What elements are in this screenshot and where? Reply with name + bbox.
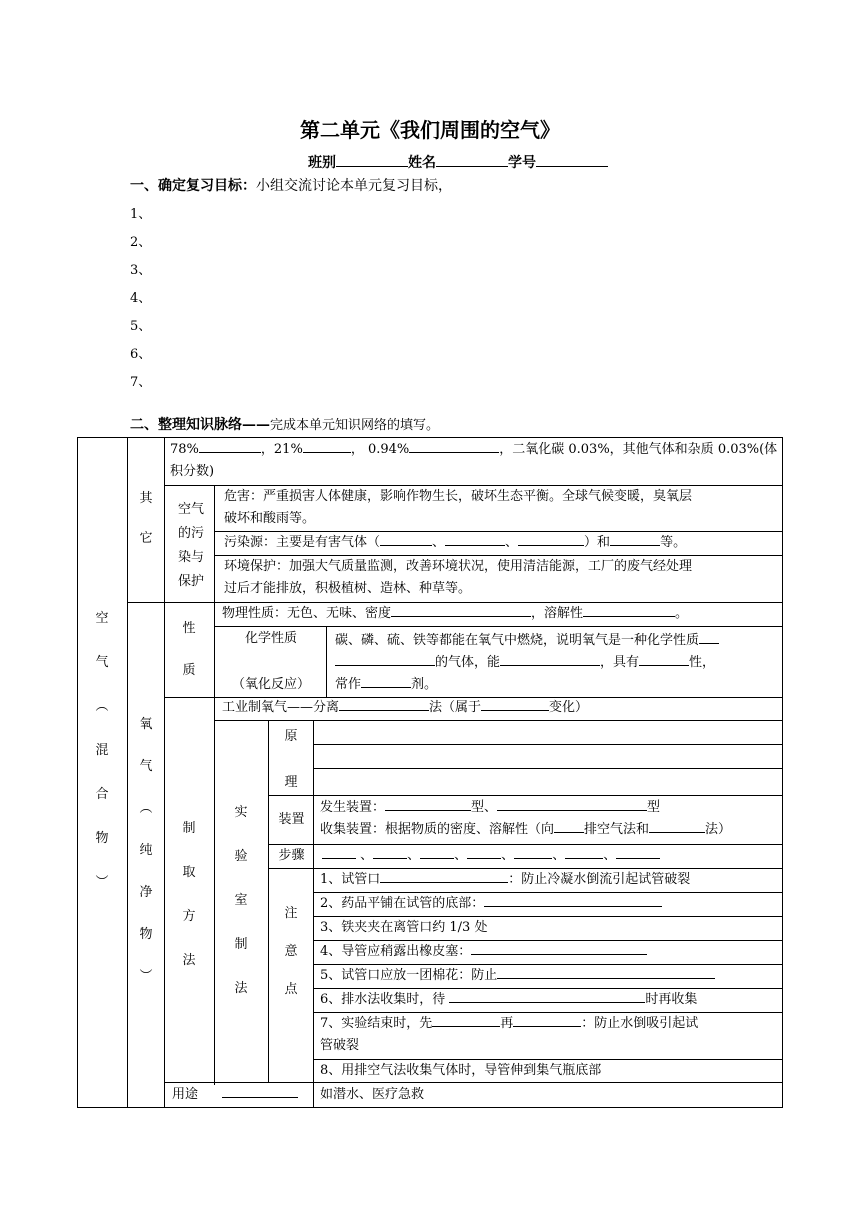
chemical-label-line: （氧化反应） (231, 677, 310, 692)
note-text: 7、实验结束时，先 (320, 1016, 433, 1031)
device-cell (320, 797, 780, 841)
blank-field[interactable] (322, 845, 356, 859)
goal-item: 1、 (130, 207, 152, 222)
page-title: 第二单元《我们周围的空气》 (300, 118, 560, 142)
col1-char: ︵ (95, 699, 109, 714)
blank-field[interactable] (222, 1084, 298, 1098)
comp-text: ， 0.94% (350, 442, 410, 457)
section2-heading (130, 414, 439, 434)
principle-label (281, 730, 301, 796)
table-border-top (77, 437, 783, 438)
others-char: 它 (139, 531, 153, 546)
note-text: 2、药品平铺在试管的底部： (320, 896, 485, 911)
notes-char: 点 (284, 982, 298, 997)
blank-field[interactable] (445, 532, 505, 546)
blank-field[interactable] (481, 697, 549, 711)
chemical-property-label (216, 628, 326, 696)
note-text: 1、试管口 (320, 872, 381, 887)
industrial-method-cell (222, 697, 778, 719)
note-text: 5、试管口应放一团棉花：防止 (320, 968, 498, 983)
note-text: 再 (500, 1016, 514, 1031)
col1-char: 混 (95, 743, 109, 758)
principle-char: 原 (284, 729, 298, 744)
blank-field[interactable] (303, 439, 351, 453)
section2-desc: 完成本单元知识网络的填写。 (270, 418, 440, 433)
chemical-text: 剂。 (411, 677, 438, 692)
blank-field[interactable] (449, 989, 645, 1003)
lab-char: 实 (234, 805, 248, 820)
lab-char: 法 (234, 981, 248, 996)
table-hline (214, 720, 783, 721)
blank-field[interactable] (500, 652, 600, 666)
pollution-label-line: 保护 (177, 574, 204, 589)
note-row (320, 989, 780, 1011)
table-hline (268, 795, 783, 796)
section2-title: 二、整理知识脉络—— (130, 417, 270, 433)
id-field[interactable] (536, 152, 608, 167)
blank-field[interactable] (409, 439, 499, 453)
lab-char: 验 (234, 849, 248, 864)
goal-item: 6、 (130, 347, 152, 362)
note-row (320, 869, 780, 891)
physical-text: ，溶解性 (531, 606, 584, 621)
table-vline (268, 720, 269, 1082)
table-vline (326, 626, 327, 697)
device-text: 法） (705, 822, 732, 837)
note-text: ：防止冷凝水倒流引起试管破裂 (508, 872, 691, 887)
table-vline (313, 720, 314, 1107)
chemical-text: 碳、磷、硫、铁等都能在氧气中燃烧，说明氧气是一种化学性质 (335, 633, 700, 648)
pollution-label-line: 的污 (177, 526, 204, 541)
comp-text: ，二氧化碳 0.03%，其他气体和杂质 0.03%(体 (499, 442, 778, 457)
usage-blank-cell (222, 1084, 308, 1106)
source-text: 、 (432, 535, 446, 550)
oxygen-pure-label (136, 718, 156, 1012)
class-field[interactable] (336, 152, 408, 167)
table-vline (214, 602, 215, 697)
industrial-text: 法（属于 (429, 700, 482, 715)
blank-field[interactable] (385, 797, 471, 811)
pollution-label-line: 空气 (177, 502, 204, 517)
student-info (308, 152, 608, 172)
source-text: 等。 (660, 535, 687, 550)
air-mixture-label (92, 612, 112, 920)
industrial-text: 工业制氧气——分离 (222, 700, 340, 715)
name-label: 姓名 (408, 155, 436, 171)
composition-cell (170, 439, 782, 483)
oxygen-char: 氧 (139, 717, 153, 732)
table-hline (313, 768, 783, 769)
blank-field[interactable] (616, 845, 660, 859)
col1-char: 合 (95, 787, 109, 802)
blank-field[interactable] (199, 439, 261, 453)
chemical-label-line: 化学性质 (244, 631, 297, 646)
property-char: 质 (182, 663, 196, 678)
note-text: 管破裂 (320, 1038, 360, 1053)
device-text: 排空气法和 (584, 822, 650, 837)
device-text: 型 (647, 800, 661, 815)
note-text: ：防止水倒吸引起试 (581, 1016, 699, 1031)
preparation-label (179, 822, 199, 998)
lab-char: 制 (234, 937, 248, 952)
section1-title: 一、确定复习目标： (130, 178, 256, 194)
oxygen-char: 气 (139, 759, 153, 774)
device-label: 装置 (278, 812, 305, 827)
chemical-text: ，具有 (600, 655, 640, 670)
property-label (179, 622, 199, 706)
blank-field[interactable] (467, 845, 501, 859)
blank-field[interactable] (518, 532, 584, 546)
note-row (320, 965, 780, 987)
source-cell (224, 532, 780, 554)
chemical-property-cell (335, 630, 781, 696)
prep-char: 制 (182, 821, 196, 836)
pollution-label (168, 498, 214, 594)
oxygen-char: ︵ (139, 801, 153, 816)
blank-field[interactable] (380, 532, 432, 546)
physical-property-cell (222, 603, 778, 625)
table-border-left (77, 437, 78, 1108)
source-text: 污染源：主要是有害气体（ (224, 535, 381, 550)
table-hline (164, 1082, 783, 1083)
steps-label: 步骤 (278, 848, 305, 863)
notes-label (281, 907, 301, 1021)
industrial-text: 变化） (549, 700, 589, 715)
blank-field[interactable] (373, 845, 407, 859)
harm-text: 破坏和酸雨等。 (224, 511, 316, 526)
col1-char: 气 (95, 655, 109, 670)
note-text: 4、导管应稍露出橡皮塞： (320, 944, 472, 959)
protect-text: 环境保护：加强大气质量监测，改善环境状况，使用清洁能源，工厂的废气经处理 (224, 559, 693, 574)
table-vline (127, 437, 128, 1108)
note-text: 时再收集 (645, 992, 698, 1007)
comp-text: ，21% (260, 442, 303, 457)
device-text: 发生装置： (320, 800, 386, 815)
others-label (136, 492, 156, 572)
note-row (320, 1013, 780, 1057)
goal-item: 4、 (130, 291, 152, 306)
blank-field[interactable] (420, 845, 454, 859)
table-border-right (782, 437, 783, 1108)
blank-field[interactable] (380, 869, 508, 883)
oxygen-char: 净 (139, 885, 153, 900)
blank-field[interactable] (497, 965, 715, 979)
blank-field[interactable] (497, 797, 647, 811)
device-text: 收集装置：根据物质的密度、溶解性（向 (320, 822, 555, 837)
lab-char: 室 (234, 893, 248, 908)
note-row (320, 941, 780, 963)
notes-char: 注 (284, 906, 298, 921)
prep-char: 法 (182, 953, 196, 968)
oxygen-char: 物 (139, 927, 153, 942)
lab-method-label (231, 806, 251, 1026)
goal-item: 5、 (130, 319, 152, 334)
prep-char: 取 (182, 865, 196, 880)
table-vline (214, 485, 215, 602)
physical-text: 。 (675, 606, 689, 621)
blank-field[interactable] (583, 603, 675, 617)
comp-text: 78% (170, 442, 199, 457)
principle-char: 理 (284, 775, 298, 790)
note-row (320, 893, 780, 915)
blank-field[interactable] (565, 845, 603, 859)
property-char: 性 (182, 621, 196, 636)
section1-desc: 小组交流讨论本单元复习目标， (256, 178, 452, 194)
usage-label: 用途 (172, 1087, 199, 1102)
name-field[interactable] (436, 152, 508, 167)
comp-text: 积分数) (170, 464, 215, 479)
blank-field[interactable] (513, 1013, 581, 1027)
class-label: 班别 (308, 155, 336, 171)
source-text: 、 (505, 535, 519, 550)
physical-text: 物理性质：无色、无味、密度 (222, 606, 392, 621)
table-border-bottom (77, 1107, 783, 1108)
pollution-label-line: 染与 (177, 550, 204, 565)
col1-char: 物 (95, 831, 109, 846)
blank-field[interactable] (391, 603, 531, 617)
chemical-text: 常作 (335, 677, 362, 692)
blank-field[interactable] (639, 652, 689, 666)
goal-item: 2、 (130, 235, 152, 250)
goal-item: 3、 (130, 263, 152, 278)
table-hline (214, 626, 783, 627)
others-char: 其 (139, 491, 153, 506)
chemical-text: 性， (689, 655, 716, 670)
table-vline (214, 697, 215, 1085)
blank-field[interactable] (699, 630, 719, 644)
notes-char: 意 (284, 944, 298, 959)
harm-text: 危害：严重损害人体健康，影响作物生长，破坏生态平衡。全球气候变暖，臭氧层 (224, 489, 693, 504)
blank-field[interactable] (432, 1013, 500, 1027)
harm-cell (224, 486, 780, 530)
col1-char: 空 (95, 611, 109, 626)
note-row: 8、用排空气法收集气体时，导管伸到集气瓶底部 (320, 1063, 602, 1078)
steps-cell: 、 、 、 、 、 、 (322, 845, 778, 867)
section1-heading (130, 175, 452, 195)
device-text: 型、 (471, 800, 498, 815)
blank-field[interactable] (649, 819, 705, 833)
note-row: 3、铁夹夹在离管口约 1/3 处 (320, 920, 488, 935)
id-label: 学号 (508, 155, 536, 171)
source-text: ）和 (584, 535, 611, 550)
blank-field[interactable] (335, 652, 435, 666)
table-hline (313, 744, 783, 745)
blank-field[interactable] (339, 697, 429, 711)
table-vline (164, 437, 165, 1108)
goal-item: 7、 (130, 375, 152, 390)
chemical-text: 的气体，能 (435, 655, 501, 670)
oxygen-char: 纯 (139, 843, 153, 858)
blank-field[interactable] (554, 819, 584, 833)
blank-field[interactable] (610, 532, 660, 546)
note-text: 6、排水法收集时，待 (320, 992, 446, 1007)
oxygen-char: ︶ (139, 969, 153, 984)
blank-field[interactable] (484, 893, 662, 907)
protection-cell (224, 556, 780, 600)
blank-field[interactable] (361, 674, 411, 688)
col1-char: ︶ (95, 875, 109, 890)
blank-field[interactable] (471, 941, 647, 955)
blank-field[interactable] (514, 845, 552, 859)
protect-text: 过后才能排放，积极植树、造林、种草等。 (224, 581, 472, 596)
usage-text: 如潜水、医疗急救 (320, 1087, 425, 1102)
prep-char: 方 (182, 909, 196, 924)
